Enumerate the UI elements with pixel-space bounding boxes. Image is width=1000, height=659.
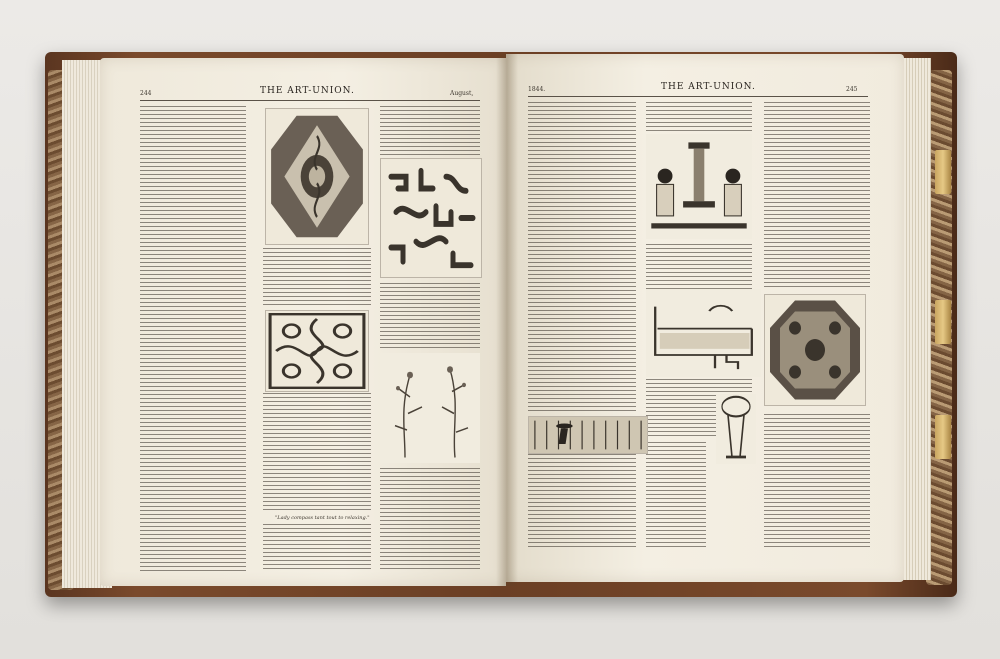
right-page — [506, 54, 904, 582]
left-running-header: THE ART-UNION. — [260, 86, 355, 96]
clasp-icon — [935, 150, 951, 194]
text-column-3-block-a — [764, 102, 870, 287]
text-column-3-block-b — [764, 414, 870, 550]
text-column-2-block-a — [263, 248, 371, 308]
octagon-tile-illustration — [764, 294, 866, 406]
left-date-note: August, — [450, 90, 474, 97]
left-page — [100, 58, 506, 586]
clasp-icon — [935, 300, 951, 344]
text-column-3-block-b — [380, 283, 480, 348]
text-column-2-block-b — [263, 393, 371, 513]
text-column-1 — [140, 106, 246, 571]
egyptian-figures-illustration — [646, 134, 752, 239]
clasp-icon — [935, 415, 951, 459]
ornamental-panel-illustration — [265, 310, 369, 392]
right-page-number: 245 — [846, 86, 858, 93]
text-column-2-block-d — [646, 442, 706, 550]
text-column-3-block-a — [380, 106, 480, 156]
text-column-3-block-c — [380, 468, 480, 572]
header-rule — [528, 96, 868, 97]
text-column-2-block-a — [646, 102, 752, 132]
right-running-header: THE ART-UNION. — [661, 82, 756, 92]
egyptian-couch-illustration — [646, 289, 761, 377]
text-column-1-block-a — [528, 102, 636, 412]
book-gutter — [496, 54, 518, 586]
left-page-number: 244 — [140, 90, 152, 97]
figure-caption: "Lady compass tant tout to relaxing." — [275, 515, 370, 521]
text-column-1-block-b — [528, 454, 636, 549]
meander-pattern-illustration — [380, 158, 482, 278]
weaving-scene-illustration — [528, 416, 648, 454]
octagon-pattern-illustration — [265, 108, 369, 245]
floral-sprig-illustration — [380, 353, 480, 463]
vase-stand-illustration — [716, 394, 756, 464]
header-rule — [140, 100, 480, 101]
right-date-note: 1844. — [528, 86, 546, 93]
text-column-2-block-c — [263, 524, 371, 572]
